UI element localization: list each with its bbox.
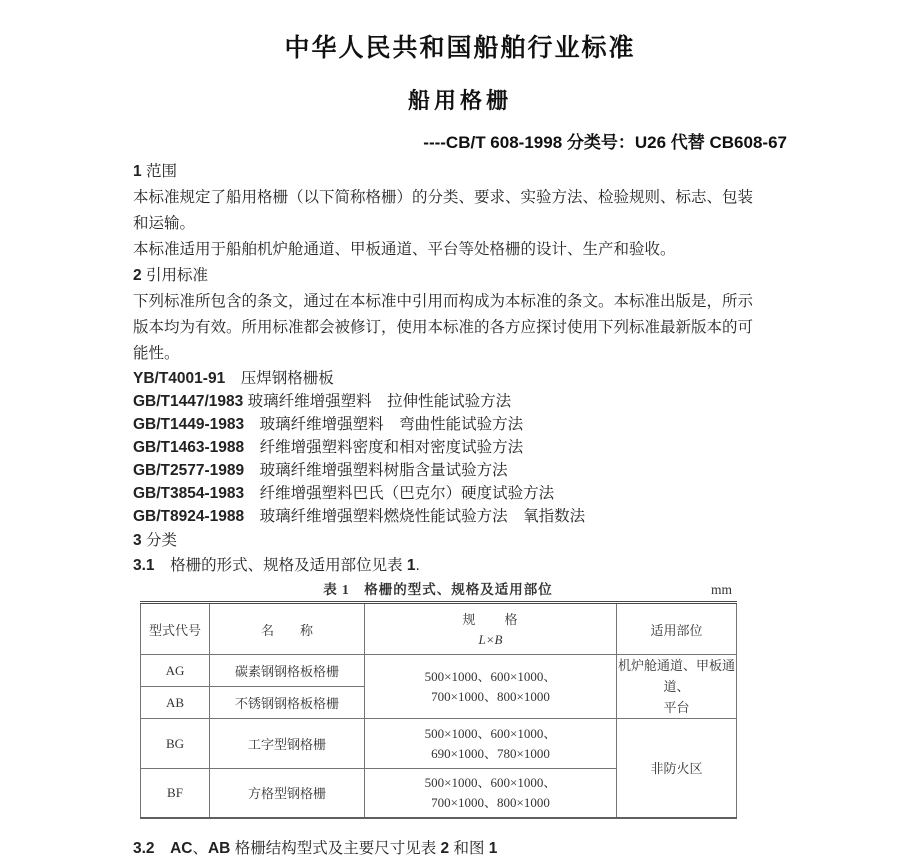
- table-unit-label: mm: [710, 582, 732, 597]
- cell-name-bg: 工字型钢格栅: [210, 719, 365, 769]
- spec-line: 700×1000、800×1000: [431, 688, 550, 704]
- page-title: 中华人民共和国船舶行业标准: [284, 34, 636, 62]
- table-row-ag: [141, 655, 737, 687]
- section-2-heading: 2 引用标准: [133, 267, 208, 284]
- cell-application-bg-bf: 非防火区: [617, 719, 737, 818]
- reference-item: GB/T3854-1983 纤维增强塑料巴氏（巴克尔）硬度试验方法: [133, 485, 555, 502]
- section-1-heading: 1 范围: [133, 163, 177, 180]
- reference-item: YB/T4001-91 压焊钢格栅板: [133, 370, 334, 387]
- reference-item: GB/T1447/1983 玻璃纤维增强塑料 拉伸性能试验方法: [133, 393, 512, 410]
- body-text: [133, 159, 787, 578]
- body-line: 版本均为有效。所用标准都会被修订，使用本标准的各方应探讨使用下列标准最新版本的可: [133, 319, 754, 336]
- cell-spec-bg: [365, 719, 617, 769]
- header-name: 名 称: [210, 603, 365, 655]
- clause-3-1-line: 3.1 格栅的形式、规格及适用部位见表 1.: [133, 557, 420, 574]
- header-spec: [365, 603, 617, 655]
- reference-item: GB/T1449-1983 玻璃纤维增强塑料 弯曲性能试验方法: [133, 416, 524, 433]
- section-3-heading: 3 分类: [133, 532, 177, 549]
- document-subtitle: 船用格栅: [407, 88, 512, 113]
- application-line: 机炉舱通道、甲板通道、: [617, 658, 735, 694]
- spec-line: 700×1000、800×1000: [431, 794, 550, 810]
- reference-item: GB/T1463-1988 纤维增强塑料密度和相对密度试验方法: [133, 439, 524, 456]
- cell-spec-ag-ab: [365, 655, 617, 719]
- spec-line: 690×1000、780×1000: [431, 745, 550, 761]
- reference-item: GB/T8924-1988 玻璃纤维增强塑料燃烧性能试验方法 氧指数法: [133, 508, 586, 525]
- body-line: 本标准适用于船舶机炉舱通道、甲板通道、平台等处格栅的设计、生产和验收。: [133, 241, 676, 258]
- application-line: 平台: [663, 700, 690, 715]
- reference-item: GB/T2577-1989 玻璃纤维增强塑料树脂含量试验方法: [133, 462, 508, 479]
- clause-3-2-line: 3.2 AC、AB 格栅结构型式及主要尺寸见表 2 和图 1: [133, 839, 498, 857]
- header-spec-label: 规 格: [462, 612, 519, 627]
- cell-application-ag-ab: [617, 655, 737, 719]
- document-content: [133, 0, 787, 858]
- grating-table: [140, 601, 737, 819]
- table-caption-row: [140, 579, 736, 601]
- cell-name-bf: 方格型钢格栅: [210, 769, 365, 818]
- table-1-area: [140, 579, 736, 819]
- cell-code-ag: AG: [141, 655, 210, 687]
- standard-number-line: ----CB/T 608-1998 分类号：U26 代替 CB608-67: [423, 133, 787, 152]
- body-line: 本标准规定了船用格栅（以下简称格栅）的分类、要求、实验方法、检验规则、标志、包装: [133, 189, 754, 206]
- spec-line: 500×1000、600×1000、: [424, 725, 557, 741]
- cell-code-bg: BG: [141, 719, 210, 769]
- body-line: 下列标准所包含的条文，通过在本标准中引用而构成为本标准的条文。本标准出版是，所示: [133, 293, 754, 310]
- body-line: 和运输。: [133, 215, 196, 232]
- cell-code-bf: BF: [141, 769, 210, 818]
- header-type-code: 型式代号: [141, 603, 210, 655]
- cell-spec-bf: [365, 769, 617, 818]
- table-header-row: [141, 603, 737, 655]
- cell-name-ag: 碳素钢钢格板格栅: [210, 655, 365, 687]
- header-application: 适用部位: [617, 603, 737, 655]
- table-row-bg: [141, 719, 737, 769]
- header-spec-lxb: L×B: [478, 632, 503, 647]
- body-line: 能性。: [133, 345, 180, 362]
- spec-line: 500×1000、600×1000、: [424, 668, 557, 684]
- spec-line: 500×1000、600×1000、: [424, 774, 557, 790]
- cell-name-ab: 不锈钢钢格板格栅: [210, 687, 365, 719]
- cell-code-ab: AB: [141, 687, 210, 719]
- table-caption: 表 1 格栅的型式、规格及适用部位: [323, 582, 553, 597]
